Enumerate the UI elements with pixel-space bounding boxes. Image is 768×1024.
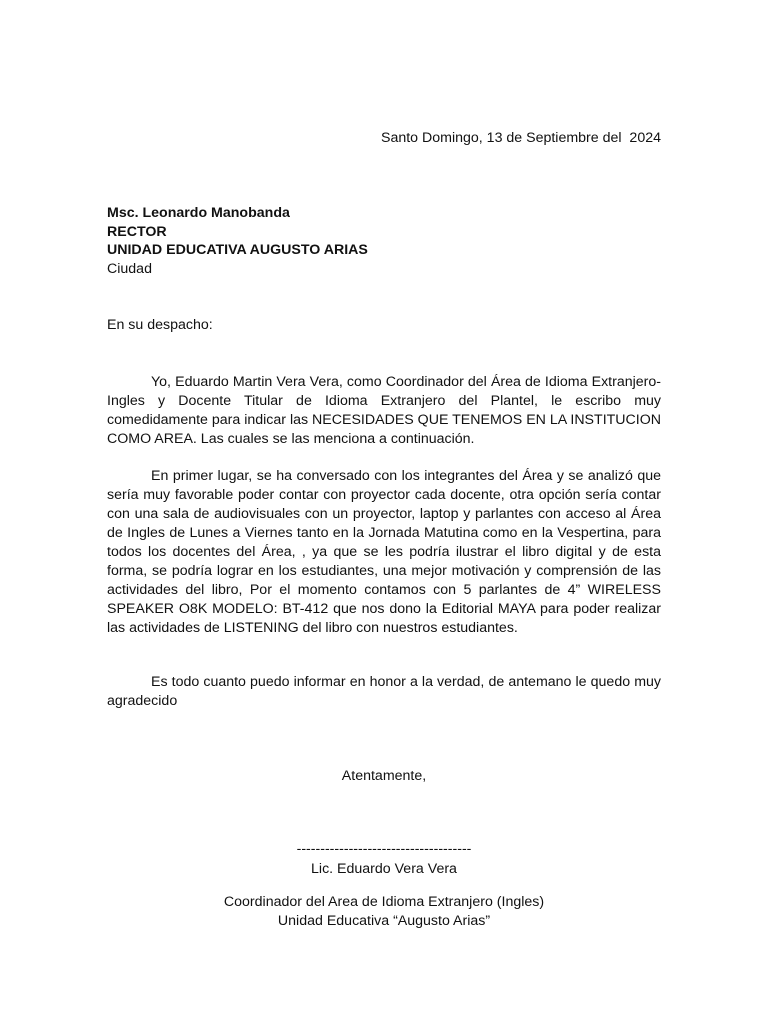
recipient-position: RECTOR	[107, 223, 167, 240]
salutation: En su despacho:	[107, 317, 213, 333]
signer-title: Coordinador del Area de Idioma Extranjero (Ingles)	[223, 894, 545, 910]
body-paragraph-closing: Es todo cuanto puedo informar en honor a la verdad, de antemano le quedo muy agradecido	[107, 674, 661, 709]
signer-name: Lic. Eduardo Vera Vera	[311, 861, 457, 877]
signer-title-block	[0, 893, 768, 931]
closing-phrase: Atentamente,	[341, 768, 427, 784]
letter-date: Santo Domingo, 13 de Septiembre del 2024	[381, 130, 661, 146]
signer-institution: Unidad Educativa “Augusto Arias”	[277, 913, 491, 929]
signature-block	[0, 840, 768, 931]
recipient-city: Ciudad	[107, 260, 152, 277]
recipient-institution: UNIDAD EDUCATIVA AUGUSTO ARIAS	[107, 242, 368, 258]
recipient-block	[107, 204, 661, 278]
signature-line: -------------------------------------	[296, 841, 472, 857]
body-paragraph-needs: En primer lugar, se ha conversado con los integrantes del Área y se analizó que sería muy favorable poder contar con proyector cada docente, otra opción sería contar con una sala de audiovisuales con un proyector, laptop y parlantes con acceso al Área de Ingles de Lunes a Viernes tanto en la Jornada Matutina como en la Vespertina, para todos los docentes del Área, , ya que se les podría ilustrar el libro digital y de esta forma, se podría lograr en los estudiantes, una mejor motivación y comprensión de las actividades del libro, Por el momento contamos con 5 parlantes de 4” WIRELESS SPEAKER O8K MODELO: BT-412 que nos dono la Editorial MAYA para poder realizar las actividades de LISTENING del libro con nuestros estudiantes.	[107, 468, 661, 636]
recipient-name: Msc. Leonardo Manobanda	[107, 205, 290, 221]
body-paragraph-intro: Yo, Eduardo Martin Vera Vera, como Coordinador del Área de Idioma Extranjero-Ingles y Docente Titular de Idioma Extranjero del Plantel, le escribo muy comedidamente para indicar las NECESIDADES QUE TENEMOS EN LA INSTITUCION COMO AREA. Las cuales se las menciona a continuación.	[107, 374, 662, 447]
